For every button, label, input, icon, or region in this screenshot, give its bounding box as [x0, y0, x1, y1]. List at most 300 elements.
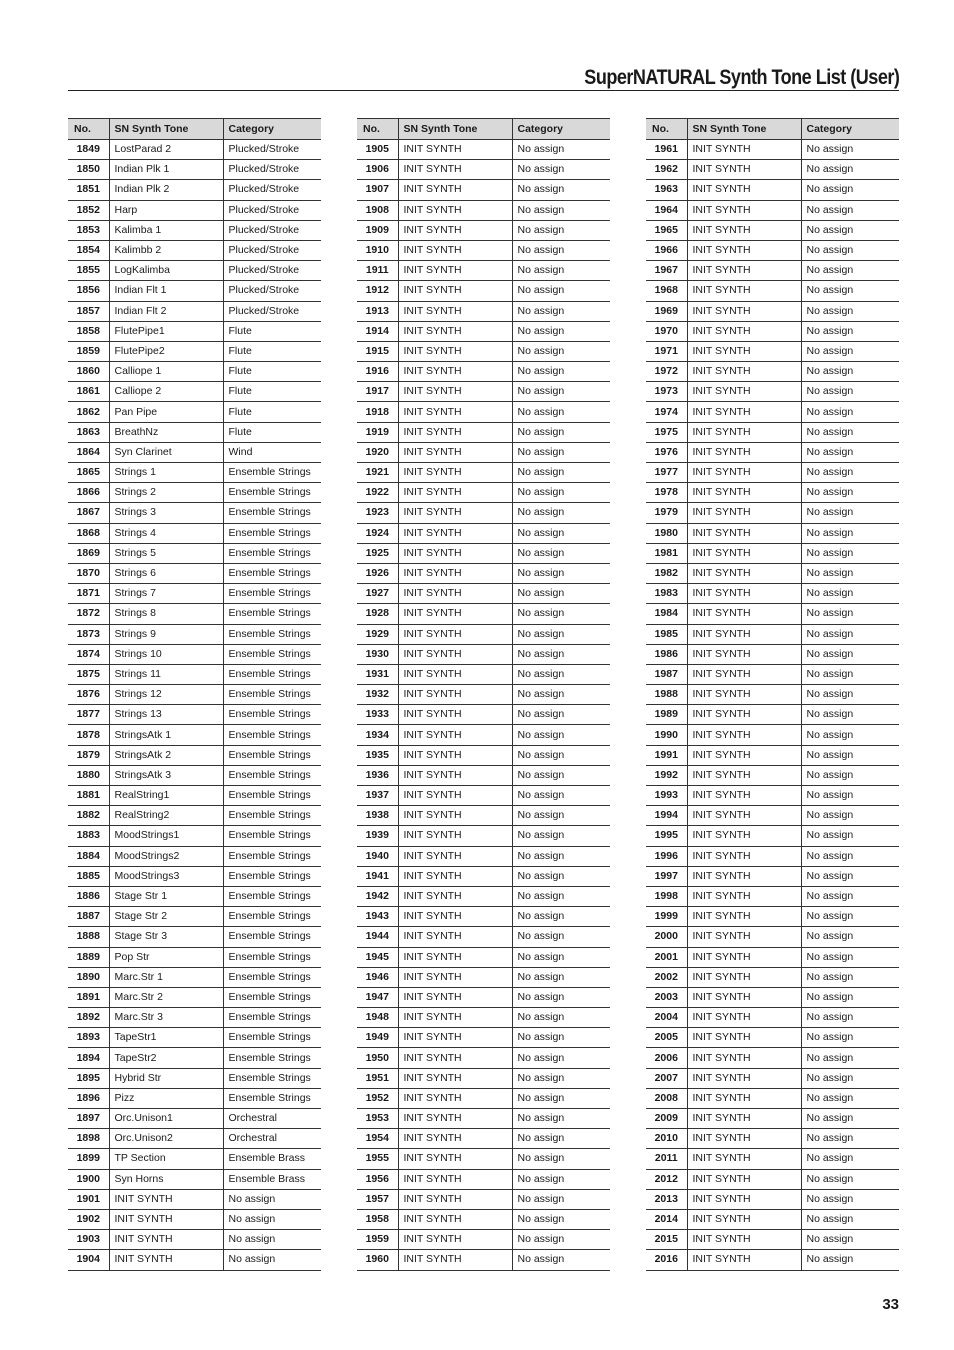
tone-category: No assign [801, 180, 899, 200]
tone-number: 1938 [357, 806, 398, 826]
table-row [646, 664, 899, 684]
table-row [68, 261, 321, 281]
tone-category: No assign [512, 240, 610, 260]
tone-category: No assign [512, 584, 610, 604]
table-row [357, 362, 610, 382]
tone-number: 2010 [646, 1129, 687, 1149]
tone-number: 1858 [68, 321, 109, 341]
table-row [357, 866, 610, 886]
tone-name: INIT SYNTH [687, 1230, 801, 1250]
tone-name: INIT SYNTH [687, 200, 801, 220]
table-row [646, 745, 899, 765]
title-divider [68, 90, 899, 91]
table-header-row [357, 119, 610, 140]
table-row [68, 180, 321, 200]
tone-category: Ensemble Strings [223, 886, 321, 906]
table-row [68, 160, 321, 180]
table-row [68, 422, 321, 442]
tone-number: 1972 [646, 362, 687, 382]
tone-number: 1952 [357, 1088, 398, 1108]
tone-category: No assign [512, 685, 610, 705]
tone-name: FlutePipe2 [109, 341, 223, 361]
tone-number: 1996 [646, 846, 687, 866]
table-row [357, 140, 610, 160]
table-row [357, 967, 610, 987]
table-row [646, 422, 899, 442]
tone-name: INIT SYNTH [687, 422, 801, 442]
tone-number: 1856 [68, 281, 109, 301]
tone-category: No assign [801, 624, 899, 644]
tone-category: No assign [801, 1169, 899, 1189]
table-row [68, 907, 321, 927]
tone-number: 1953 [357, 1109, 398, 1129]
table-header-row [646, 119, 899, 140]
tone-category: Orchestral [223, 1109, 321, 1129]
table-row [646, 604, 899, 624]
tone-number: 1979 [646, 503, 687, 523]
tone-number: 2006 [646, 1048, 687, 1068]
tone-number: 1924 [357, 523, 398, 543]
tone-name: RealString2 [109, 806, 223, 826]
tone-name: INIT SYNTH [687, 543, 801, 563]
tone-category: No assign [512, 1088, 610, 1108]
tone-category: No assign [512, 1149, 610, 1169]
tone-name: INIT SYNTH [687, 1008, 801, 1028]
tone-name: INIT SYNTH [398, 745, 512, 765]
tone-category: Flute [223, 321, 321, 341]
tone-category: No assign [512, 543, 610, 563]
tone-category: No assign [801, 886, 899, 906]
table-row [646, 1129, 899, 1149]
tone-name: Orc.Unison2 [109, 1129, 223, 1149]
tone-name: INIT SYNTH [687, 321, 801, 341]
tone-number: 1967 [646, 261, 687, 281]
tone-name: INIT SYNTH [398, 463, 512, 483]
tone-name: StringsAtk 2 [109, 745, 223, 765]
tone-name: BreathNz [109, 422, 223, 442]
tone-number: 1862 [68, 402, 109, 422]
tone-number: 1874 [68, 644, 109, 664]
tone-name: INIT SYNTH [687, 967, 801, 987]
tone-name: INIT SYNTH [398, 503, 512, 523]
tone-name: INIT SYNTH [687, 664, 801, 684]
table-row [68, 442, 321, 462]
table-row [646, 1068, 899, 1088]
tone-name: INIT SYNTH [687, 947, 801, 967]
tone-category: No assign [801, 442, 899, 462]
tone-category: No assign [801, 1088, 899, 1108]
tone-category: No assign [512, 382, 610, 402]
tone-name: INIT SYNTH [398, 705, 512, 725]
table-row [68, 584, 321, 604]
tone-category: No assign [512, 523, 610, 543]
tone-number: 1987 [646, 664, 687, 684]
table-row [646, 1008, 899, 1028]
table-row [68, 402, 321, 422]
tone-number: 1907 [357, 180, 398, 200]
table-row [357, 664, 610, 684]
tone-number: 1971 [646, 341, 687, 361]
tone-category: No assign [801, 1189, 899, 1209]
tone-number: 1851 [68, 180, 109, 200]
tone-name: INIT SYNTH [687, 765, 801, 785]
tone-name: INIT SYNTH [687, 886, 801, 906]
table-row [357, 220, 610, 240]
column-header-no: No. [68, 119, 109, 140]
tone-name: INIT SYNTH [687, 685, 801, 705]
tone-number: 1902 [68, 1209, 109, 1229]
tone-category: No assign [801, 765, 899, 785]
tone-category: Ensemble Strings [223, 967, 321, 987]
table-row [357, 160, 610, 180]
tone-category: Ensemble Strings [223, 846, 321, 866]
tone-number: 1929 [357, 624, 398, 644]
tone-category: No assign [801, 826, 899, 846]
tone-name: INIT SYNTH [398, 786, 512, 806]
tone-name: INIT SYNTH [687, 826, 801, 846]
tone-number: 1965 [646, 220, 687, 240]
tone-category: No assign [512, 563, 610, 583]
tone-number: 1850 [68, 160, 109, 180]
table-row [646, 765, 899, 785]
tone-name: Strings 3 [109, 503, 223, 523]
tone-category: No assign [512, 604, 610, 624]
tone-name: Harp [109, 200, 223, 220]
tone-name: MoodStrings3 [109, 866, 223, 886]
tone-number: 1893 [68, 1028, 109, 1048]
tone-number: 1930 [357, 644, 398, 664]
tone-name: Indian Flt 1 [109, 281, 223, 301]
table-row [68, 1169, 321, 1189]
table-row [68, 341, 321, 361]
table-row [68, 745, 321, 765]
tone-name: INIT SYNTH [398, 1008, 512, 1028]
table-row [646, 463, 899, 483]
table-row [68, 866, 321, 886]
tone-name: INIT SYNTH [687, 1129, 801, 1149]
tone-number: 1951 [357, 1068, 398, 1088]
tone-name: MoodStrings2 [109, 846, 223, 866]
table-row [646, 442, 899, 462]
tone-category: No assign [512, 947, 610, 967]
tone-number: 1904 [68, 1250, 109, 1270]
tone-category: No assign [512, 200, 610, 220]
tone-name: INIT SYNTH [687, 503, 801, 523]
tone-name: INIT SYNTH [398, 846, 512, 866]
tone-number: 1928 [357, 604, 398, 624]
tone-number: 1918 [357, 402, 398, 422]
page-title: SuperNATURAL Synth Tone List (User) [583, 66, 899, 89]
table-row [357, 442, 610, 462]
tone-number: 1873 [68, 624, 109, 644]
tone-category: No assign [512, 483, 610, 503]
tone-number: 2013 [646, 1189, 687, 1209]
tone-number: 1879 [68, 745, 109, 765]
tone-category: Ensemble Strings [223, 907, 321, 927]
tone-number: 1883 [68, 826, 109, 846]
table-row [68, 1129, 321, 1149]
table-row [68, 220, 321, 240]
tone-number: 1896 [68, 1088, 109, 1108]
tone-name: LogKalimba [109, 261, 223, 281]
tone-number: 1852 [68, 200, 109, 220]
tone-category: Ensemble Strings [223, 685, 321, 705]
tone-number: 1900 [68, 1169, 109, 1189]
tone-category: No assign [512, 422, 610, 442]
tone-category: No assign [512, 1189, 610, 1209]
tone-number: 1878 [68, 725, 109, 745]
tone-name: INIT SYNTH [398, 987, 512, 1007]
tone-category: Ensemble Strings [223, 987, 321, 1007]
tone-name: INIT SYNTH [687, 745, 801, 765]
tone-category: No assign [512, 927, 610, 947]
tone-number: 1999 [646, 907, 687, 927]
tone-name: TP Section [109, 1149, 223, 1169]
table-row [68, 1149, 321, 1169]
tone-name: INIT SYNTH [687, 1088, 801, 1108]
tone-category: No assign [512, 886, 610, 906]
tone-number: 1981 [646, 543, 687, 563]
tone-number: 1923 [357, 503, 398, 523]
tone-name: INIT SYNTH [687, 240, 801, 260]
tone-category: No assign [801, 261, 899, 281]
tone-name: INIT SYNTH [398, 261, 512, 281]
tone-number: 2014 [646, 1209, 687, 1229]
table-row [646, 1149, 899, 1169]
tone-category: Ensemble Strings [223, 1028, 321, 1048]
tone-name: INIT SYNTH [687, 846, 801, 866]
table-row [646, 261, 899, 281]
table-row [68, 382, 321, 402]
tone-name: INIT SYNTH [398, 685, 512, 705]
tone-number: 1854 [68, 240, 109, 260]
tone-name: INIT SYNTH [687, 442, 801, 462]
tone-name: INIT SYNTH [398, 584, 512, 604]
tone-name: INIT SYNTH [398, 967, 512, 987]
tone-name: INIT SYNTH [687, 463, 801, 483]
tone-name: INIT SYNTH [398, 362, 512, 382]
table-row [646, 563, 899, 583]
tone-category: No assign [801, 382, 899, 402]
tone-category: Ensemble Strings [223, 1088, 321, 1108]
table-row [357, 1209, 610, 1229]
tone-number: 1997 [646, 866, 687, 886]
tone-category: No assign [801, 1008, 899, 1028]
tone-name: INIT SYNTH [687, 220, 801, 240]
tone-name: Strings 7 [109, 584, 223, 604]
tone-name: INIT SYNTH [398, 1209, 512, 1229]
table-row [357, 240, 610, 260]
tone-category: No assign [512, 866, 610, 886]
tone-number: 2005 [646, 1028, 687, 1048]
tone-name: Indian Flt 2 [109, 301, 223, 321]
tone-number: 1891 [68, 987, 109, 1007]
table-row [357, 463, 610, 483]
tone-category: No assign [801, 220, 899, 240]
tone-number: 1982 [646, 563, 687, 583]
tone-category: No assign [512, 1230, 610, 1250]
tone-category: No assign [512, 765, 610, 785]
tone-category: No assign [801, 1230, 899, 1250]
tone-category: No assign [512, 1250, 610, 1270]
table-row [646, 1169, 899, 1189]
table-row [646, 483, 899, 503]
tone-category: No assign [512, 220, 610, 240]
table-row [646, 624, 899, 644]
tone-category: Ensemble Strings [223, 563, 321, 583]
tone-number: 1932 [357, 685, 398, 705]
tone-category: No assign [512, 160, 610, 180]
tone-name: INIT SYNTH [687, 1149, 801, 1169]
tone-number: 1961 [646, 140, 687, 160]
tone-category: No assign [512, 846, 610, 866]
tone-category: Ensemble Strings [223, 543, 321, 563]
tone-category: No assign [512, 1008, 610, 1028]
tone-number: 1911 [357, 261, 398, 281]
tone-category: Ensemble Strings [223, 664, 321, 684]
tone-category: No assign [512, 341, 610, 361]
tone-category: Ensemble Strings [223, 786, 321, 806]
tone-category: No assign [512, 1068, 610, 1088]
tone-number: 1944 [357, 927, 398, 947]
table-row [68, 685, 321, 705]
tone-number: 1895 [68, 1068, 109, 1088]
tone-name: INIT SYNTH [398, 483, 512, 503]
tone-number: 1978 [646, 483, 687, 503]
tone-category: No assign [512, 362, 610, 382]
table-row [646, 1109, 899, 1129]
table-row [68, 604, 321, 624]
table-row [646, 927, 899, 947]
tone-name: Strings 9 [109, 624, 223, 644]
table-row [357, 1008, 610, 1028]
table-row [68, 1209, 321, 1229]
tone-name: INIT SYNTH [687, 1189, 801, 1209]
table-row [357, 382, 610, 402]
tone-category: No assign [223, 1230, 321, 1250]
tone-number: 1912 [357, 281, 398, 301]
tone-category: Ensemble Strings [223, 745, 321, 765]
tone-name: INIT SYNTH [398, 240, 512, 260]
tone-category: No assign [512, 1169, 610, 1189]
table-row [68, 664, 321, 684]
table-row [646, 1209, 899, 1229]
tone-name: INIT SYNTH [687, 523, 801, 543]
tone-category: No assign [801, 422, 899, 442]
tone-category: Ensemble Brass [223, 1149, 321, 1169]
tone-name: INIT SYNTH [109, 1189, 223, 1209]
tone-name: INIT SYNTH [398, 543, 512, 563]
tone-number: 1867 [68, 503, 109, 523]
tone-name: INIT SYNTH [687, 1209, 801, 1229]
table-row [68, 301, 321, 321]
tone-category: No assign [512, 180, 610, 200]
tone-name: RealString1 [109, 786, 223, 806]
tone-number: 2002 [646, 967, 687, 987]
table-row [357, 402, 610, 422]
tone-category: No assign [512, 725, 610, 745]
tone-category: No assign [512, 745, 610, 765]
table-row [646, 705, 899, 725]
tone-name: Marc.Str 3 [109, 1008, 223, 1028]
tone-name: Calliope 2 [109, 382, 223, 402]
tone-category: Flute [223, 362, 321, 382]
tone-number: 1945 [357, 947, 398, 967]
column-header-no: No. [357, 119, 398, 140]
tone-category: No assign [512, 140, 610, 160]
tone-number: 1977 [646, 463, 687, 483]
tone-number: 1990 [646, 725, 687, 745]
tone-number: 2003 [646, 987, 687, 1007]
tone-name: INIT SYNTH [109, 1250, 223, 1270]
table-row [68, 765, 321, 785]
table-row [357, 503, 610, 523]
tone-category: No assign [512, 463, 610, 483]
tone-name: INIT SYNTH [398, 1129, 512, 1149]
tone-name: INIT SYNTH [109, 1230, 223, 1250]
tone-category: Ensemble Strings [223, 1048, 321, 1068]
tone-number: 1973 [646, 382, 687, 402]
table-row [68, 644, 321, 664]
tone-category: No assign [801, 503, 899, 523]
tone-name: INIT SYNTH [398, 806, 512, 826]
tone-category: No assign [801, 543, 899, 563]
tone-category: Flute [223, 341, 321, 361]
tone-number: 1954 [357, 1129, 398, 1149]
table-row [68, 786, 321, 806]
tone-number: 1877 [68, 705, 109, 725]
tone-name: Pop Str [109, 947, 223, 967]
tone-name: INIT SYNTH [687, 261, 801, 281]
tone-name: Pizz [109, 1088, 223, 1108]
tone-name: INIT SYNTH [687, 341, 801, 361]
tone-name: Strings 6 [109, 563, 223, 583]
tone-category: Ensemble Strings [223, 503, 321, 523]
tone-number: 1869 [68, 543, 109, 563]
table-row [68, 362, 321, 382]
tone-number: 1942 [357, 886, 398, 906]
tone-table-3 [646, 118, 899, 1271]
tone-name: INIT SYNTH [398, 281, 512, 301]
tone-name: StringsAtk 3 [109, 765, 223, 785]
table-row [357, 523, 610, 543]
table-row [646, 140, 899, 160]
tone-name: INIT SYNTH [398, 1250, 512, 1270]
tone-name: INIT SYNTH [687, 402, 801, 422]
table-row [68, 1008, 321, 1028]
tone-category: No assign [801, 1209, 899, 1229]
tone-name: INIT SYNTH [687, 483, 801, 503]
tone-name: INIT SYNTH [687, 705, 801, 725]
tone-category: No assign [512, 1109, 610, 1129]
tone-category: No assign [801, 786, 899, 806]
tone-number: 1948 [357, 1008, 398, 1028]
tone-name: Marc.Str 1 [109, 967, 223, 987]
tone-number: 1991 [646, 745, 687, 765]
tone-name: INIT SYNTH [687, 563, 801, 583]
tone-name: INIT SYNTH [687, 806, 801, 826]
table-row [646, 806, 899, 826]
tone-number: 1897 [68, 1109, 109, 1129]
tone-number: 1864 [68, 442, 109, 462]
tone-name: Stage Str 1 [109, 886, 223, 906]
table-row [68, 140, 321, 160]
tone-category: No assign [801, 1109, 899, 1129]
table-row [646, 1250, 899, 1270]
table-row [646, 240, 899, 260]
tone-name: INIT SYNTH [687, 160, 801, 180]
tone-number: 1870 [68, 563, 109, 583]
